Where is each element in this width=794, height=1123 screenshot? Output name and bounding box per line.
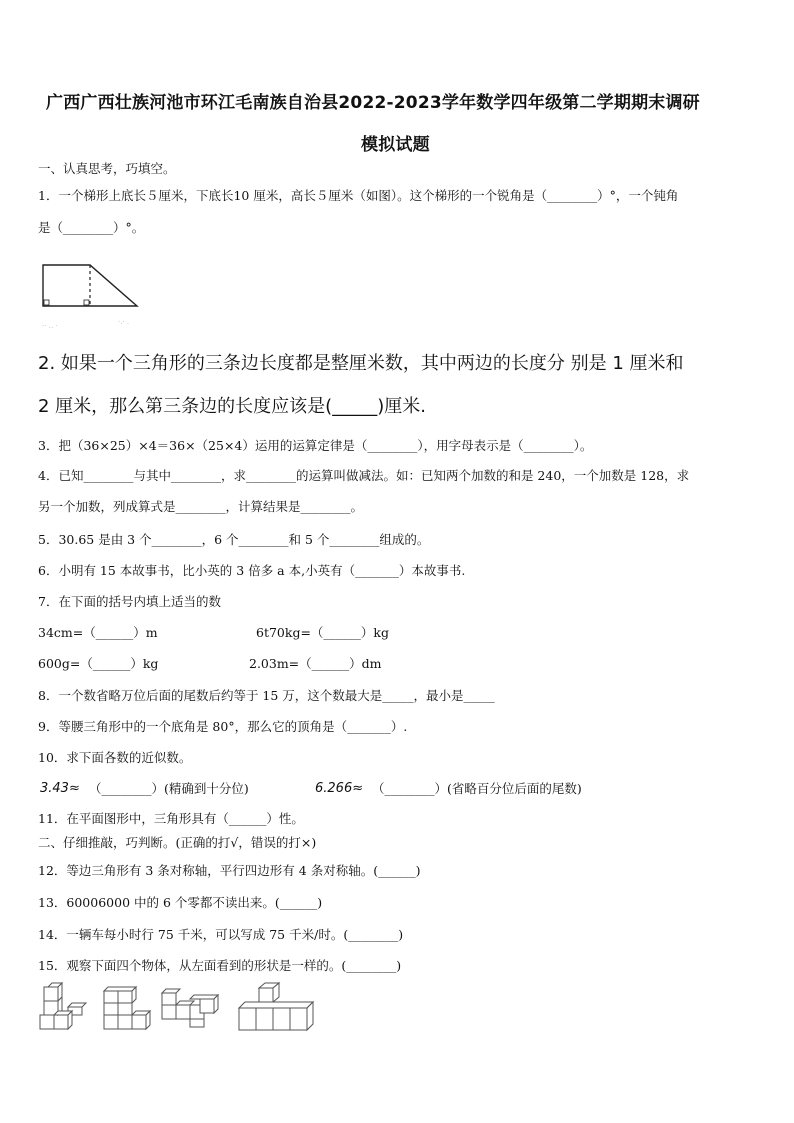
question-8: 8．一个数省略万位后面的尾数后约等于 15 万，这个数最大是_____，最小是_____	[38, 688, 495, 703]
question-13: 13．60006000 中的 6 个零都不读出来。(______)	[38, 895, 323, 910]
question-2-line2: 2 厘米，那么第三条边的长度应该是(_____)厘米.	[38, 396, 426, 417]
page-subtitle: 模拟试题	[361, 135, 430, 155]
trapezoid-figure	[40, 262, 150, 332]
question-12: 12．等边三角形有 3 条对称轴，平行四边形有 4 条对称轴。(______)	[38, 863, 421, 878]
question-7-item-d: 2.03m=（______）dm	[249, 656, 382, 671]
question-1-line2: 是（________）°。	[38, 220, 145, 235]
question-10-b-number: 6.266≈	[315, 781, 364, 796]
question-3: 3．把（36×25）×4＝36×（25×4）运用的运算定律是（________），用字母表示是（________）。	[38, 438, 593, 453]
question-5: 5．30.65 是由 3 个________，6 个________和 5 个________组成的。	[38, 532, 430, 547]
question-7-item-c: 600g=（______）kg	[38, 656, 159, 671]
question-10-a-number: 3.43≈	[40, 781, 80, 796]
question-10: 10．求下面各数的近似数。	[38, 750, 192, 765]
question-4-line1: 4．已知________与其中________，求________的运算叫做减法。如：已知两个加数的和是 240，一个加数是 128，求	[38, 468, 690, 483]
question-9: 9．等腰三角形中的一个底角是 80°，那么它的顶角是（_______）.	[38, 719, 408, 734]
question-2-line1: 2. 如果一个三角形的三条边长度都是整厘米数，其中两边的长度分 别是 1 厘米和	[38, 353, 684, 374]
cube-figure-2	[100, 985, 152, 1035]
question-7-item-a: 34cm=（______）m	[38, 625, 158, 640]
question-7: 7．在下面的括号内填上适当的数	[38, 594, 221, 609]
question-6: 6．小明有 15 本故事书，比小英的 3 倍多 a 本,小英有（_______）本故事书.	[38, 563, 466, 578]
cube-figure-3	[160, 985, 220, 1035]
page-title: 广西广西壮族河池市环江毛南族自治县2022-2023学年数学四年级第二学期期末调研	[46, 93, 700, 113]
cube-figure-1	[38, 985, 88, 1035]
question-4-line2: 另一个加数，列成算式是________，计算结果是________。	[38, 499, 364, 514]
svg-text:·· ‥ ·: ·· ‥ ·	[42, 322, 58, 330]
question-10-b: （________）(省略百分位后面的尾数)	[372, 781, 582, 796]
cube-figure-4	[235, 982, 320, 1037]
question-7-item-b: 6t70kg=（______）kg	[256, 625, 390, 640]
section-two-heading: 二、仔细推敲，巧判断。(正确的打√，错误的打×)	[38, 835, 317, 850]
section-one-heading: 一、认真思考，巧填空。	[38, 161, 176, 176]
question-15: 15．观察下面四个物体，从左面看到的形状是一样的。(________)	[38, 958, 402, 973]
question-11: 11．在平面图形中，三角形具有（______）性。	[38, 811, 304, 826]
question-10-a: （________）(精确到十分位)	[89, 781, 249, 796]
question-14: 14．一辆车每小时行 75 千米，可以写成 75 千米/时。(________)	[38, 927, 404, 942]
svg-text:·.· .: ·.· .	[118, 318, 130, 326]
question-1-line1: 1．一个梯形上底长５厘米，下底长10 厘米，高长５厘米（如图）。这个梯形的一个锐角是（________）°，一个钝角	[38, 188, 679, 203]
